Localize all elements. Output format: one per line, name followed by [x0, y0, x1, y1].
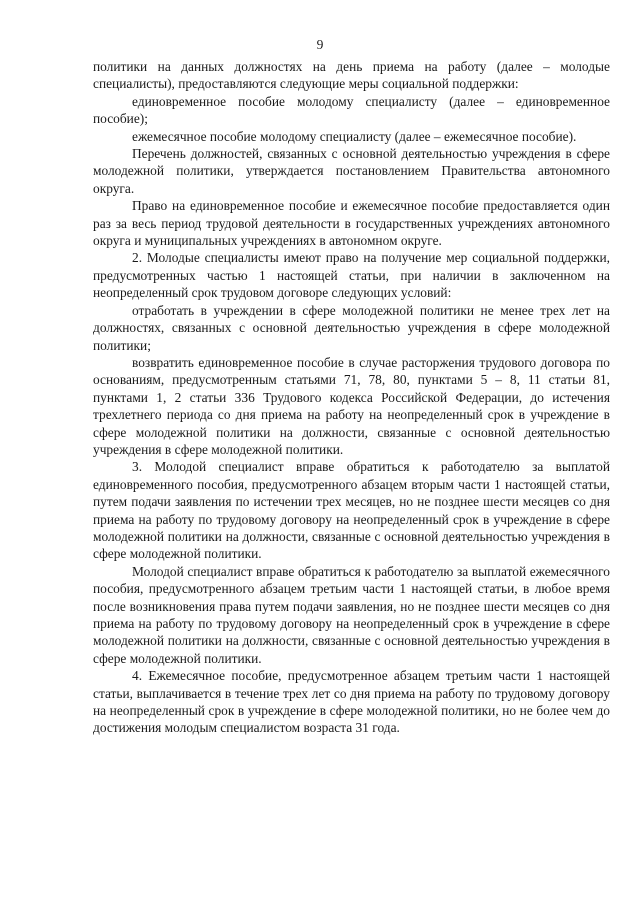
paragraph-positions-list: Перечень должностей, связанных с основной деятельностью учреждения в сфере молодежной политики, утверждается постановлением Правительства автономного округа.	[93, 146, 610, 196]
page-number: 9	[316, 37, 324, 52]
paragraph-condition-refund: возвратить единовременное пособие в случае расторжения трудового договора по основаниям, предусмотренным статьями 71, 78, 80, пунктами 5 – 8, 11 статьи 81, пунктами 1, 2 статьи 336 Трудового кодекса Российской Федерации, до истечения трехлетнего периода со дня приема на работу на неопределенный срок в учреждение в сфере молодежной политики на должности, связанные с основной деятельностью учреждения в сфере молодежной политики.	[93, 354, 610, 457]
paragraph-monthly-benefit: ежемесячное пособие молодому специалисту (далее – ежемесячное пособие).	[132, 128, 577, 144]
paragraph-lump-sum-benefit: единовременное пособие молодому специалисту (далее – единовременное пособие);	[93, 93, 610, 127]
paragraph-monthly-application: Молодой специалист вправе обратиться к работодателю за выплатой ежемесячного пособия, предусмотренного абзацем третьим части 1 настоящей статьи, в любое время после возникновения права путем подачи заявления, но не позднее шести месяцев со дня приема на работу по трудовому договору на неопределенный срок в учреждение в сфере молодежной политики на должности, связанные с основной деятельностью учреждения в сфере молодежной политики.	[93, 563, 610, 666]
paragraph-right-to-benefits: Право на единовременное пособие и ежемесячное пособие предоставляется один раз за весь период трудовой деятельности в государственных учреждениях автономного округа и муниципальных учреждениях в автономном округе.	[93, 198, 610, 249]
paragraph-condition-work-term: отработать в учреждении в сфере молодежной политики не менее трех лет на должностях, связанных с основной деятельностью учреждения в сфере молодежной политики;	[93, 302, 610, 353]
paragraph-clause-2: 2. Молодые специалисты имеют право на получение мер социальной поддержки, предусмотренных частью 1 настоящей статьи, при наличии в заключенном на неопределенный срок трудовом договоре следующих условий:	[93, 250, 610, 301]
paragraph-clause-3: 3. Молодой специалист вправе обратиться к работодателю за выплатой единовременного пособия, предусмотренного абзацем вторым части 1 настоящей статьи, путем подачи заявления по истечении трех месяцев, но не позднее шести месяцев со дня приема на работу по трудовому договору на неопределенный срок в учреждение в сфере молодежной политики на должности, связанные с основной деятельностью учреждения в сфере молодежной политики.	[93, 459, 610, 562]
document-body	[93, 58, 610, 737]
paragraph-clause-4: 4. Ежемесячное пособие, предусмотренное абзацем третьим части 1 настоящей статьи, выплачивается в течение трех лет со дня приема на работу по трудовому договору на неопределенный срок в учреждение в сфере молодежной политики, но не более чем до достижения молодым специалистом возраста 31 года.	[93, 668, 610, 736]
paragraph-intro-continuation: политики на данных должностях на день приема на работу (далее – молодые специалисты), предоставляются следующие меры социальной поддержки:	[93, 59, 610, 92]
